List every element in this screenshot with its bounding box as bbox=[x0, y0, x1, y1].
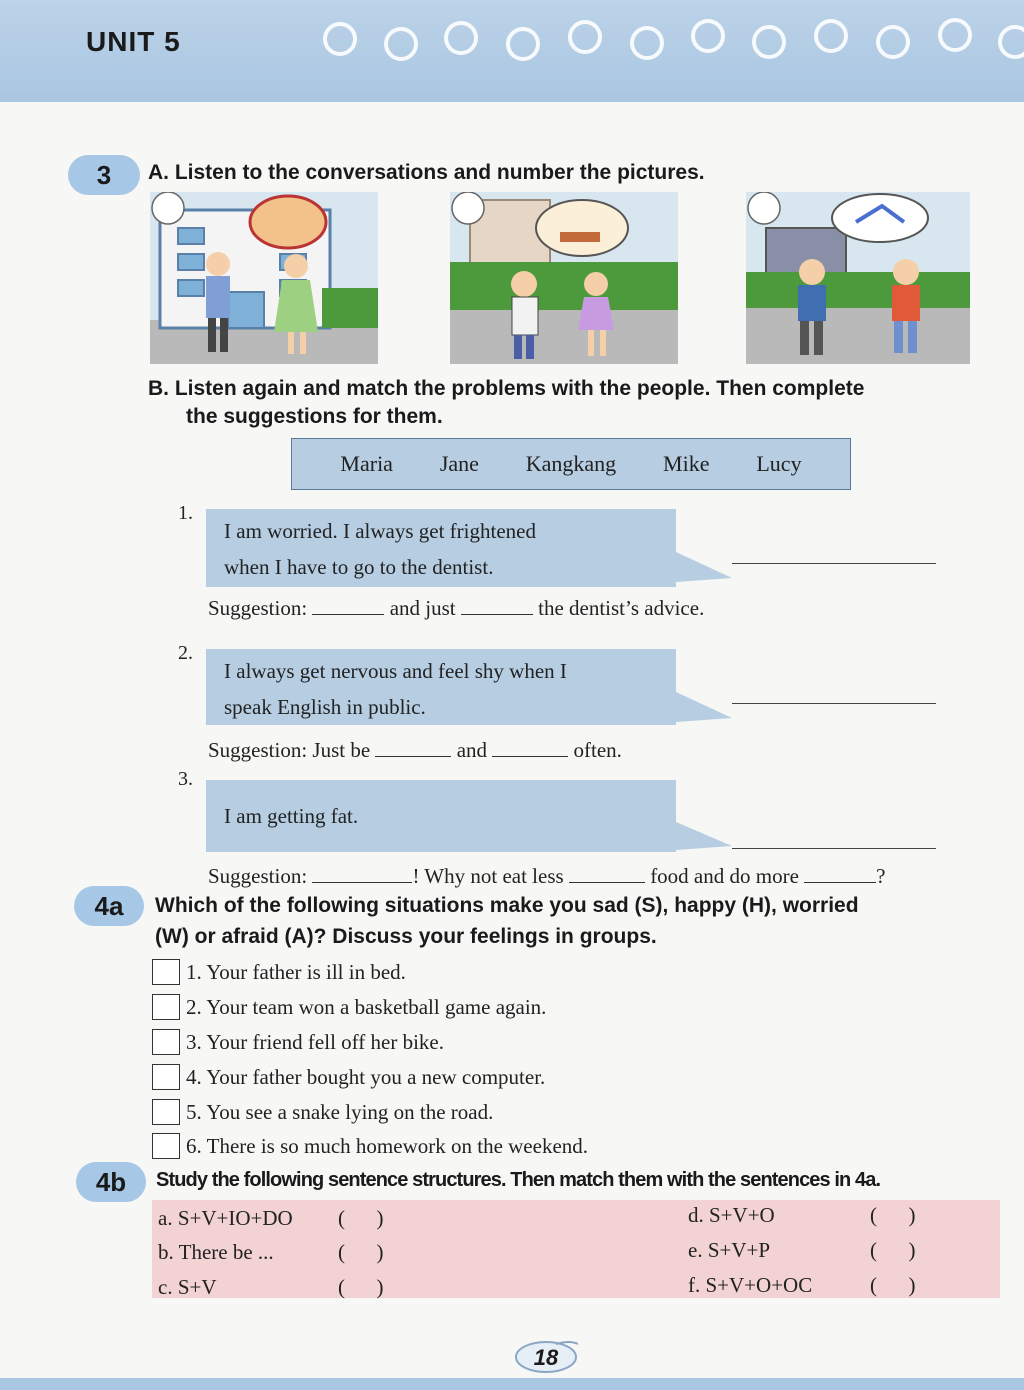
situation-3-answer-box[interactable] bbox=[152, 1029, 180, 1055]
situation-1: 1. Your father is ill in bed. bbox=[152, 959, 406, 985]
section-4b-badge: 4b bbox=[76, 1162, 146, 1202]
section-4a-badge: 4a bbox=[74, 886, 144, 926]
picture-3 bbox=[746, 192, 970, 364]
structure-f: f. S+V+O+OC bbox=[688, 1273, 813, 1297]
structure-e-answer[interactable]: ( ) bbox=[870, 1238, 916, 1262]
section-3b-instruction-line-2: the suggestions for them. bbox=[186, 405, 443, 428]
structure-b-answer[interactable]: ( ) bbox=[338, 1240, 384, 1264]
item-1-bubble-tail bbox=[676, 548, 736, 584]
decorative-circles bbox=[315, 14, 1024, 64]
situation-4: 4. Your father bought you a new computer. bbox=[152, 1064, 545, 1090]
name-maria: Maria bbox=[340, 451, 393, 476]
item-3-blank-1[interactable] bbox=[312, 882, 412, 883]
item-1-speech-bubble bbox=[206, 509, 676, 587]
situation-5-answer-box[interactable] bbox=[152, 1099, 180, 1125]
footer-band bbox=[0, 1378, 1024, 1390]
name-jane: Jane bbox=[439, 451, 479, 476]
section-3a-instruction: A. Listen to the conversations and number the pictures. bbox=[148, 161, 705, 184]
page-number: 18 bbox=[533, 1345, 559, 1370]
item-2-number: 2. bbox=[178, 642, 193, 664]
picture-2 bbox=[450, 192, 678, 364]
picture-1 bbox=[150, 192, 378, 364]
structure-a-answer[interactable]: ( ) bbox=[338, 1206, 384, 1230]
name-kangkang: Kangkang bbox=[525, 451, 617, 476]
section-3-badge: 3 bbox=[68, 155, 140, 195]
name-mike: Mike bbox=[663, 451, 710, 476]
item-2-bubble-line-2: speak English in public. bbox=[224, 695, 426, 719]
item-3-bubble-tail bbox=[676, 818, 736, 852]
item-1-bubble-line-1: I am worried. I always get frightened bbox=[224, 519, 536, 543]
page-number-badge bbox=[512, 1338, 578, 1374]
section-4a-instruction-line-2: (W) or afraid (A)? Discuss your feelings in groups. bbox=[155, 925, 657, 948]
item-1-blank-2[interactable] bbox=[461, 614, 533, 615]
situation-4-answer-box[interactable] bbox=[152, 1064, 180, 1090]
situation-1-answer-box[interactable] bbox=[152, 959, 180, 985]
item-1-answer-line[interactable] bbox=[732, 563, 936, 564]
section-4b-instruction: Study the following sentence structures. Then match them with the sentences in 4a. bbox=[156, 1169, 881, 1191]
item-3-answer-line[interactable] bbox=[732, 848, 936, 849]
item-3-number: 3. bbox=[178, 768, 193, 790]
item-3-speech-bubble bbox=[206, 780, 676, 852]
structure-d: d. S+V+O bbox=[688, 1203, 775, 1227]
structure-f-answer[interactable]: ( ) bbox=[870, 1273, 916, 1297]
structure-d-answer[interactable]: ( ) bbox=[870, 1203, 916, 1227]
names-box bbox=[291, 438, 851, 490]
situation-5: 5. You see a snake lying on the road. bbox=[152, 1099, 493, 1125]
structure-e: e. S+V+P bbox=[688, 1238, 771, 1262]
item-3-blank-3[interactable] bbox=[804, 882, 876, 883]
section-4a-instruction-line-1: Which of the following situations make you sad (S), happy (H), worried bbox=[155, 894, 859, 917]
situation-3: 3. Your friend fell off her bike. bbox=[152, 1029, 444, 1055]
item-2-answer-line[interactable] bbox=[732, 703, 936, 704]
structure-c: c. S+V bbox=[158, 1275, 217, 1299]
item-2-bubble-line-1: I always get nervous and feel shy when I bbox=[224, 659, 567, 683]
structure-a: a. S+V+IO+DO bbox=[158, 1206, 293, 1230]
name-lucy: Lucy bbox=[756, 451, 802, 476]
structure-b: b. There be ... bbox=[158, 1240, 274, 1264]
item-2-bubble-tail bbox=[676, 688, 736, 724]
item-1-number: 1. bbox=[178, 502, 193, 524]
page-header bbox=[0, 0, 1024, 102]
situation-2-answer-box[interactable] bbox=[152, 994, 180, 1020]
item-1-suggestion: Suggestion: and just the dentist’s advice. bbox=[208, 596, 705, 620]
item-1-blank-1[interactable] bbox=[312, 614, 384, 615]
item-2-suggestion: Suggestion: Just be and often. bbox=[208, 738, 622, 762]
situation-6: 6. There is so much homework on the weekend. bbox=[152, 1133, 588, 1159]
situation-6-answer-box[interactable] bbox=[152, 1133, 180, 1159]
unit-title: UNIT 5 bbox=[86, 26, 181, 57]
item-3-suggestion: Suggestion: ! Why not eat less food and do more ? bbox=[208, 864, 886, 888]
situation-2: 2. Your team won a basketball game again. bbox=[152, 994, 546, 1020]
item-2-blank-2[interactable] bbox=[492, 756, 568, 757]
item-3-blank-2[interactable] bbox=[569, 882, 645, 883]
item-2-blank-1[interactable] bbox=[375, 756, 451, 757]
structure-c-answer[interactable]: ( ) bbox=[338, 1275, 384, 1299]
item-2-speech-bubble bbox=[206, 649, 676, 725]
sentence-structures-box bbox=[152, 1200, 1000, 1298]
item-3-bubble-line-1: I am getting fat. bbox=[224, 804, 359, 828]
item-1-bubble-line-2: when I have to go to the dentist. bbox=[224, 555, 494, 579]
section-3b-instruction-line-1: B. Listen again and match the problems with the people. Then complete bbox=[148, 377, 865, 400]
